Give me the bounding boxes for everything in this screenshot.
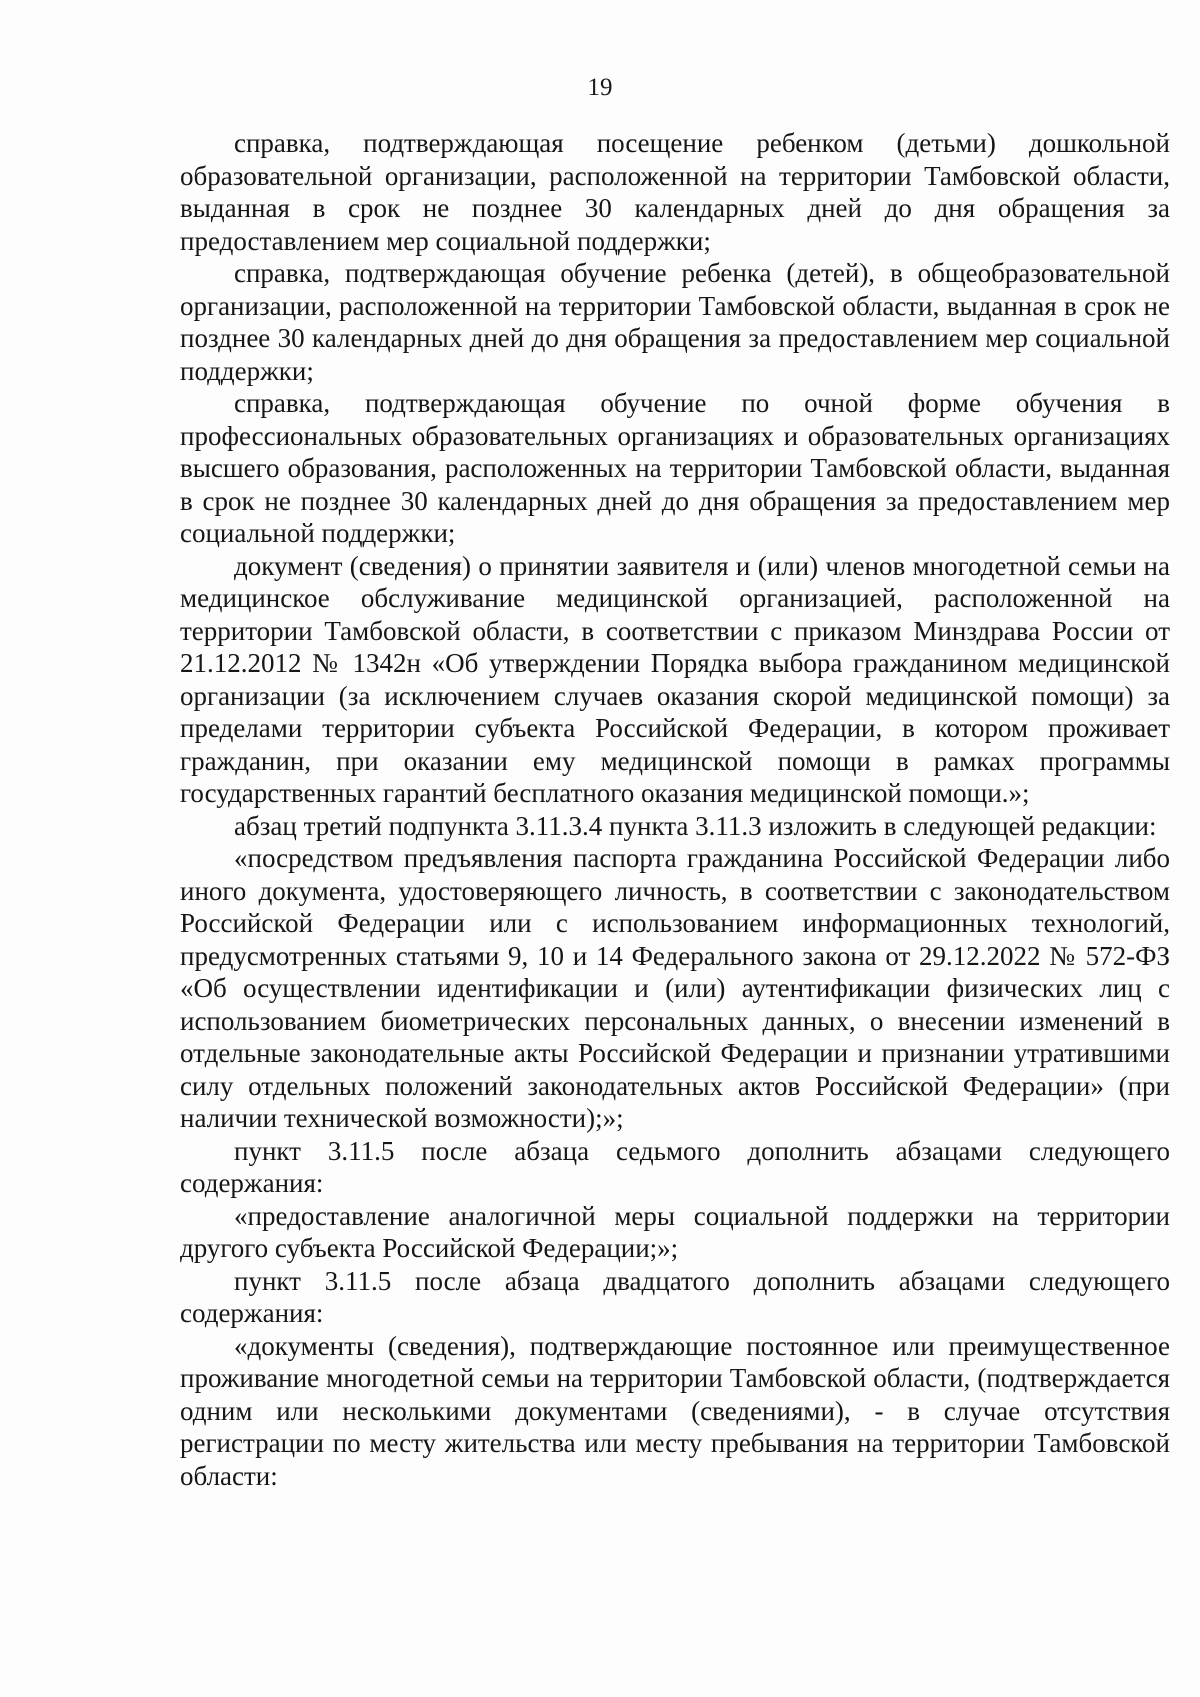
paragraph-analogous-support: «предоставление аналогичной меры социальной поддержки на территории другого субъекта Российской Федерации;»; [180,1200,1170,1263]
paragraph-amendment-3-11-5-twentieth: пункт 3.11.5 после абзаца двадцатого дополнить абзацами следующего содержания: [180,1265,1170,1328]
paragraph-amendment-3-11-5-seventh: пункт 3.11.5 после абзаца седьмого дополнить абзацами следующего содержания: [180,1135,1170,1198]
paragraph-passport-presentation: «посредством предъявления паспорта гражданина Российской Федерации либо иного документа, удостоверяющего личность, в соответствии с законодательством Российской Федерации или с использованием информационных технологий, предусмотренных статьями 9, 10 и 14 Федерального закона от 29.12.2022 № 572-ФЗ «Об осуществлении идентификации и (или) аутентификации физических лиц с использованием биометрических персональных данных, о внесении изменений в отдельные законодательные акты Российской Федерации и признании утратившими силу отдельных положений законодательных актов Российской Федерации» (при наличии технической возможности);»; [180,843,1170,1133]
paragraph-medical-service-document: документ (сведения) о принятии заявителя и (или) членов многодетной семьи на медицинское обслуживание медицинской организацией, расположенной на территории Тамбовской области, в соответствии с приказом Минздрава России от 21.12.2012 № 1342н «Об утверждении Порядка выбора гражданином медицинской организации (за исключением случаев оказания скорой медицинской помощи) за пределами территории субъекта Российской Федерации, в котором проживает гражданин, при оказании ему медицинской помощи в рамках программы государственных гарантий бесплатного оказания медицинской помощи.»; [180,550,1170,808]
paragraph-school-certificate: справка, подтверждающая обучение ребенка (детей), в общеобразовательной организации, расположенной на территории Тамбовской области, выданная в срок не позднее 30 календарных дней до дня обращения за предоставлением мер социальной поддержки; [180,258,1170,386]
paragraph-residence-documents: «документы (сведения), подтверждающие постоянное или преимущественное проживание многодетной семьи на территории Тамбовской области, (подтверждается одним или несколькими документами (сведениями), - в случае отсутствия регистрации по месту жительства или месту пребывания на территории Тамбовской области: [180,1330,1170,1491]
paragraph-kindergarten-certificate: справка, подтверждающая посещение ребенком (детьми) дошкольной образовательной организации, расположенной на территории Тамбовской области, выданная в срок не позднее 30 календарных дней до дня обращения за предоставлением мер социальной поддержки; [180,128,1170,256]
page-number: 19 [587,74,613,101]
document-body [180,127,1170,1492]
paragraph-amendment-3-11-3-4: абзац третий подпункта 3.11.3.4 пункта 3.11.3 изложить в следующей редакции: [234,810,1157,841]
paragraph-higher-education-certificate: справка, подтверждающая обучение по очной форме обучения в профессиональных образовательных организациях и образовательных организациях высшего образования, расположенных на территории Тамбовской области, выданная в срок не позднее 30 календарных дней до дня обращения за предоставлением мер социальной поддержки; [180,388,1170,548]
